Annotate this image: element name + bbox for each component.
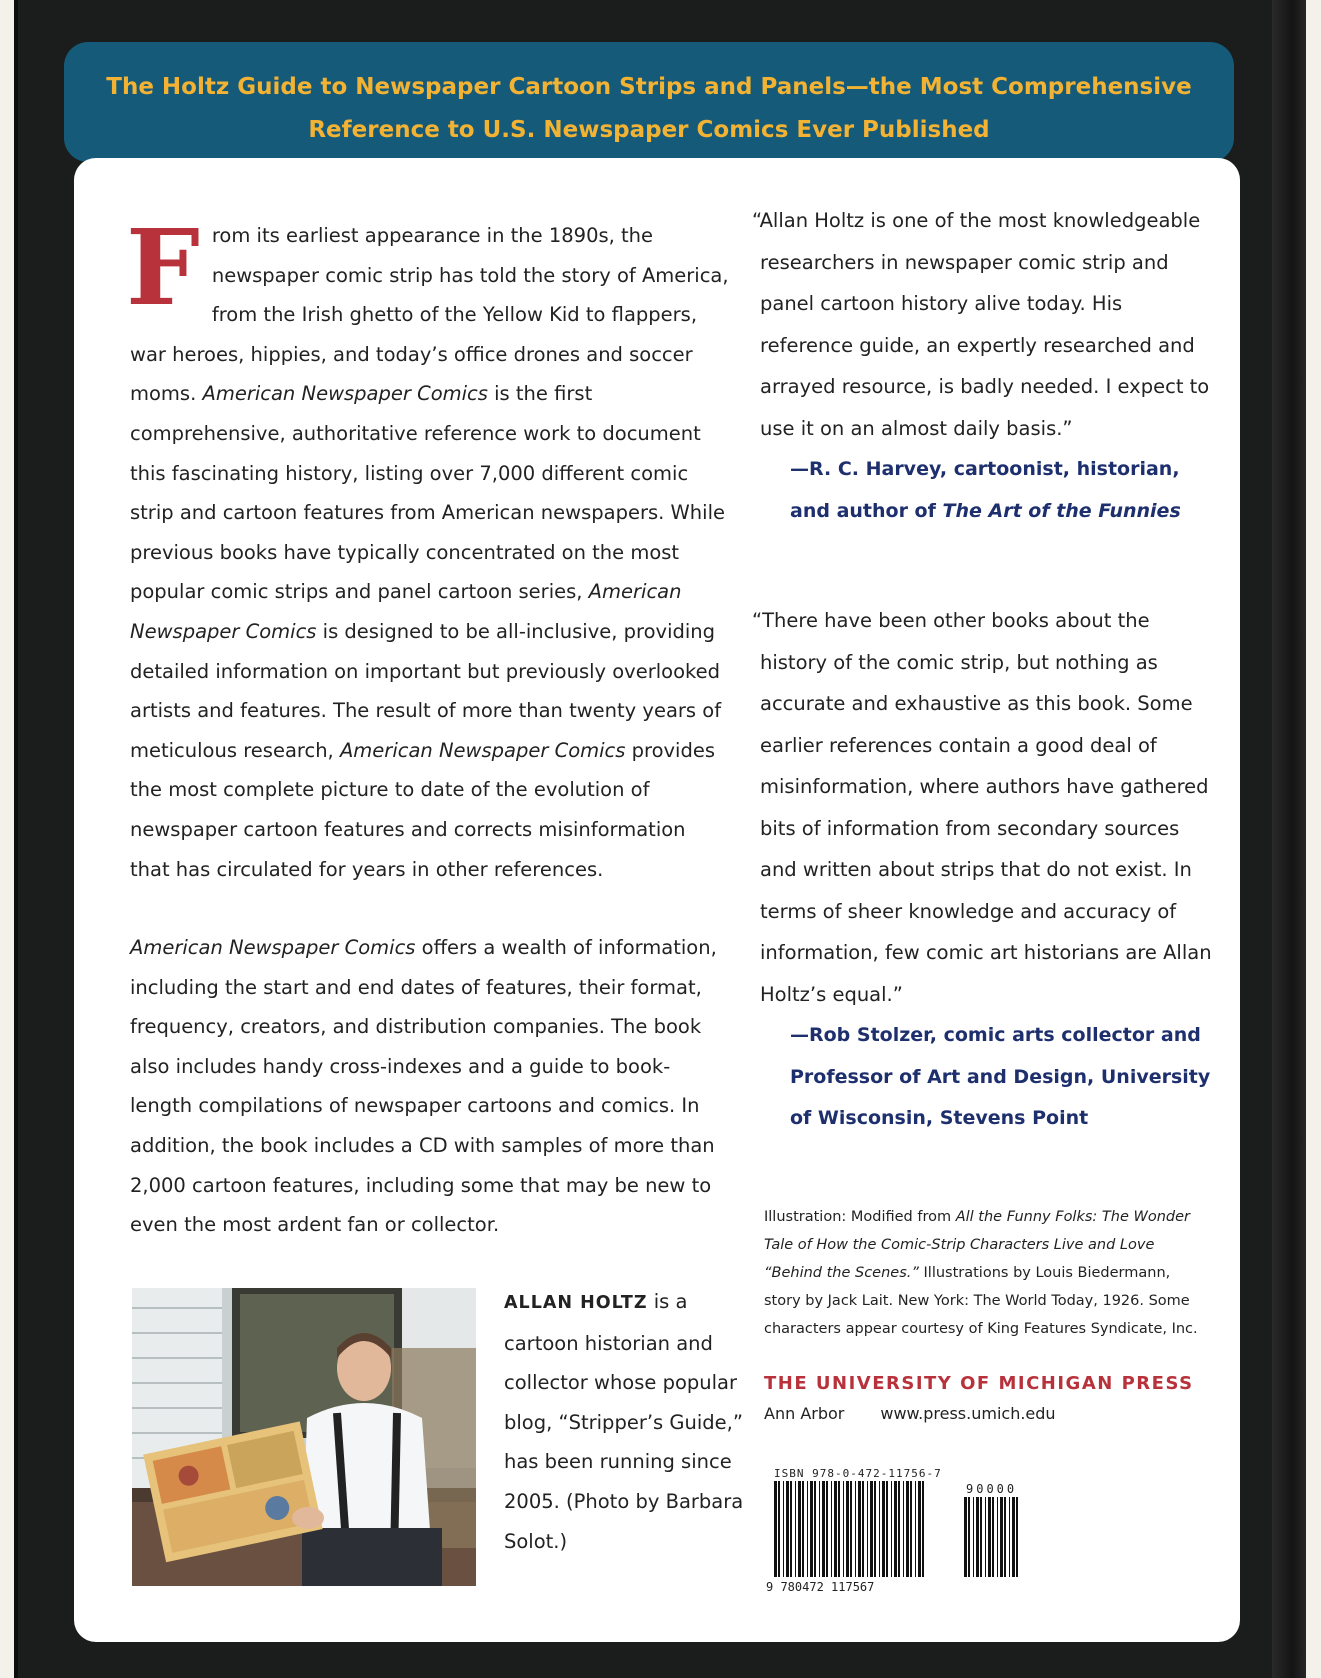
headline-text <box>64 66 1234 152</box>
author-photo <box>132 1288 476 1586</box>
illustration-credit <box>764 1203 1204 1343</box>
author-name: ALLAN HOLTZ <box>504 1293 648 1313</box>
text-run: is the first comprehensive, authoritative reference work to document this fascinating history, listing over 7,000 different comic strip and cartoon features from American newspapers. While previous books have typically concentrated on the most popular comic strips and panel cartoon series, <box>130 382 725 604</box>
book-title: The Art of the Funnies <box>942 499 1181 522</box>
book-title: American Newspaper Comics <box>202 382 488 406</box>
text-run: Illustration: Modified from <box>764 1209 956 1225</box>
book-title: American Newspaper Comics <box>339 738 626 762</box>
headline-banner <box>64 42 1234 162</box>
content-panel <box>74 158 1240 1642</box>
headline-line-1: The Holtz Guide to Newspaper Cartoon Strips and Panels—the Most Comprehensive <box>106 74 1192 100</box>
blurb-1-quote: “Allan Holtz is one of the most knowledgeable researchers in newspaper comic strip and panel cartoon history alive today. His reference guide, an expertly researched and arrayed resource, is badly needed. I expect to use it on an almost daily basis.” <box>752 209 1210 440</box>
blurb-2-attribution: —Rob Stolzer, comic arts collector and Professor of Art and Design, University of Wisconsin, Stevens Point <box>790 1024 1211 1129</box>
publisher-city: Ann Arbor <box>764 1404 845 1423</box>
blurb-2-quote: “There have been other books about the history of the comic strip, but nothing as accurate and exhaustive as this book. Some earlier references contain a good deal of misinformation, where authors have gathered bits of information from secondary sources and written about strips that do not exist. In terms of sheer knowledge and accuracy of information, few comic art historians are Allan Holtz’s equal.” <box>752 609 1212 1006</box>
publisher-details <box>764 1399 1204 1429</box>
source-title: All the Funny Folks: The Wonder Tale of How the Comic-Strip Characters Live and Love “Behind the Scenes.” <box>764 1209 1190 1281</box>
text-run: —R. C. Harvey, cartoonist, historian, and author of <box>790 458 1180 522</box>
description-paragraph-2 <box>130 928 730 1245</box>
barcode-addon-bars <box>964 1497 1018 1577</box>
cover-edge <box>1272 0 1306 1678</box>
description-paragraph-1 <box>126 206 730 889</box>
isbn-barcode <box>764 1481 1094 1595</box>
publisher-url: www.press.umich.edu <box>880 1404 1056 1423</box>
text-run: is designed to be all-inclusive, providing detailed information on important but previously overlooked artists and features. The result of more than twenty years of meticulous research, <box>130 619 722 762</box>
text-run: offers a wealth of information, including the start and end dates of features, their format, frequency, creators, and distribution companies. The book also includes handy cross-indexes and a guide to book-length compilations of newspaper cartoons and comics. In addition, the book includes a CD with samples of more than 2,000 cartoon features, including some that may be new to even the most ardent fan or collector. <box>130 936 717 1237</box>
author-bio-text: is a cartoon historian and collector whose popular blog, “Stripper’s Guide,” has been running since 2005. (Photo by Barbara Solot.) <box>504 1290 744 1553</box>
barcode-bars <box>774 1481 924 1577</box>
book-title: American Newspaper Comics <box>130 936 416 960</box>
drop-cap: F <box>126 206 200 329</box>
isbn-label: ISBN 978-0-472-11756-7 <box>774 1467 942 1480</box>
headline-line-2: Reference to U.S. Newspaper Comics Ever Published <box>308 117 990 143</box>
barcode-addon-digits: 90000 <box>966 1482 1018 1496</box>
text-run: Illustrations by Louis Biedermann, story by Jack Lait. New York: The World Today, 1926. Some characters appear courtesy of King Features Syndicate, Inc. <box>764 1265 1198 1337</box>
text-run: provides the most complete picture to date of the evolution of newspaper cartoon features and corrects misinformation that has circulated for years in other references. <box>130 738 716 881</box>
text-run: rom its earliest appearance in the 1890s, the newspaper comic strip has told the story of America, from the Irish ghetto of the Yellow Kid to flappers, war heroes, hippies, and today’s office drones and soccer moms. <box>130 224 729 406</box>
book-title: American Newspaper Comics <box>130 580 682 643</box>
description-column <box>126 206 730 1245</box>
blurbs-column <box>752 200 1212 1140</box>
publisher-name: THE UNIVERSITY OF MICHIGAN PRESS <box>764 1373 1194 1394</box>
blurb-1-attribution <box>752 449 1212 532</box>
publisher-block <box>764 1369 1204 1429</box>
barcode-digits: 9 780472 117567 <box>766 1580 875 1594</box>
book-back-cover <box>14 0 1306 1678</box>
author-photo-image <box>132 1288 476 1586</box>
author-bio <box>504 1282 744 1561</box>
